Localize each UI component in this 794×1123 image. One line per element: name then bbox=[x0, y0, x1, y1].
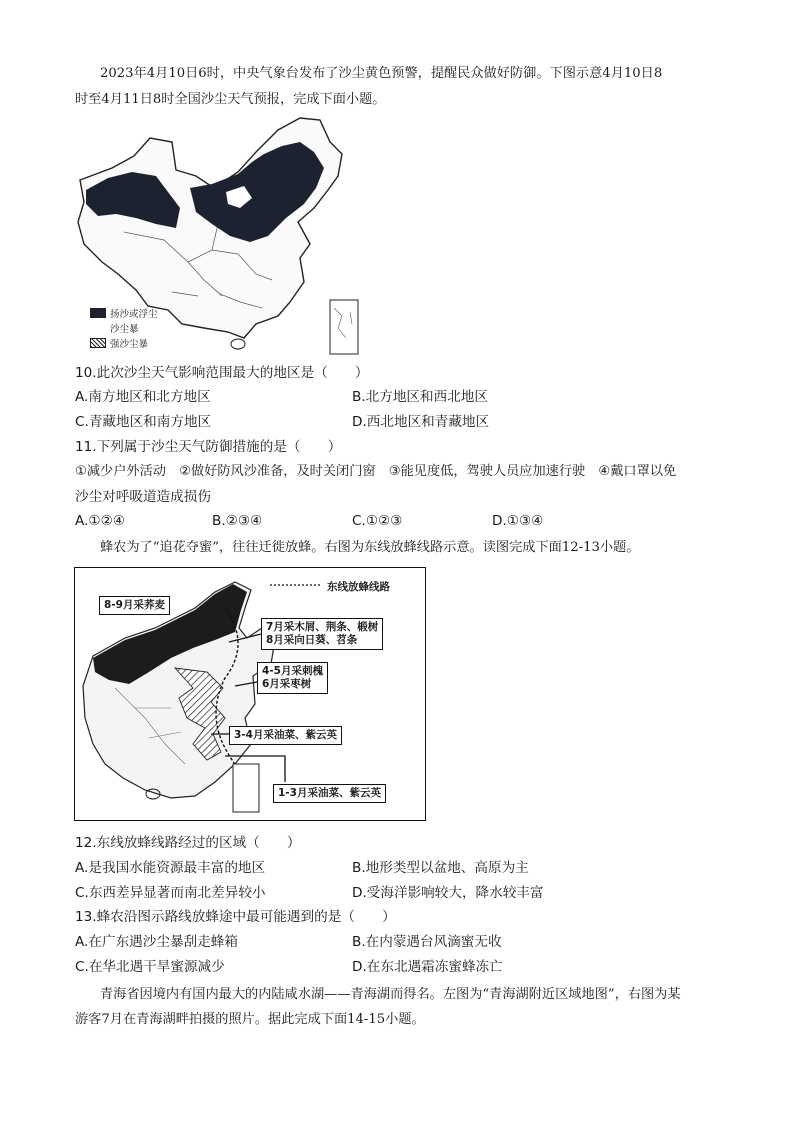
route-box-line: 8月采向日葵、苕条 bbox=[266, 634, 358, 646]
route-legend-label: 东线放蜂线路 bbox=[327, 581, 390, 593]
legend-item-sandstorm bbox=[90, 321, 139, 335]
route-box-central-china bbox=[229, 726, 342, 745]
legend-item-strong-sandstorm bbox=[90, 336, 148, 350]
question-10-option-c[interactable]: C.青藏地区和南方地区 bbox=[75, 414, 212, 430]
route-box-south-china bbox=[273, 784, 386, 803]
intro-paragraph-1-line-2: 时至4月11日8时全国沙尘天气预报，完成下面小题。 bbox=[75, 92, 386, 107]
question-12-option-c[interactable]: C.东西差异显著而南北差异较小 bbox=[75, 885, 266, 901]
question-12-option-a[interactable]: A.是我国水能资源最丰富的地区 bbox=[75, 860, 266, 876]
legend-label: 强沙尘暴 bbox=[110, 339, 149, 350]
question-11-option-c[interactable]: C.①②③ bbox=[352, 513, 403, 529]
question-13-option-d[interactable]: D.在东北遇霜冻蜜蜂冻亡 bbox=[352, 959, 503, 975]
legend-swatch-white bbox=[90, 323, 106, 333]
route-box-north-china bbox=[257, 662, 328, 694]
route-box-line: 4-5月采刺槐 bbox=[262, 665, 323, 677]
legend-item-dust bbox=[90, 306, 158, 320]
question-12-stem: 12.东线放蜂线路经过的区域（ ） bbox=[75, 835, 301, 851]
question-11-items-line-2: 沙尘对呼吸道造成损伤 bbox=[75, 489, 211, 505]
route-box-buckwheat bbox=[99, 596, 170, 615]
route-box-line: 7月采木屑、荆条、椴树 bbox=[266, 621, 379, 633]
question-10-option-d[interactable]: D.西北地区和青藏地区 bbox=[352, 414, 490, 430]
legend-swatch-solid bbox=[90, 308, 106, 318]
question-12-option-d[interactable]: D.受海洋影响较大，降水较丰富 bbox=[352, 885, 544, 901]
question-10-option-b[interactable]: B.北方地区和西北地区 bbox=[352, 389, 488, 405]
question-10-stem: 10.此次沙尘天气影响范围最大的地区是（ ） bbox=[75, 365, 369, 381]
question-12-option-b[interactable]: B.地形类型以盆地、高原为主 bbox=[352, 860, 529, 876]
route-box-line: 3-4月采油菜、紫云英 bbox=[234, 729, 337, 741]
route-box-line: 6月采枣树 bbox=[262, 678, 312, 690]
question-11-option-d[interactable]: D.①③④ bbox=[492, 513, 544, 529]
intro-paragraph-2: 蜂农为了“追花夺蜜”，往往迁徙放蜂。右图为东线放蜂线路示意。读图完成下面12-13小题。 bbox=[100, 540, 640, 555]
question-11-stem: 11.下列属于沙尘天气防御措施的是（ ） bbox=[75, 439, 342, 455]
question-13-option-a[interactable]: A.在广东遇沙尘暴刮走蜂箱 bbox=[75, 934, 238, 950]
legend-swatch-hatch bbox=[90, 338, 106, 348]
route-box-northeast bbox=[261, 618, 383, 650]
beekeeping-route-map bbox=[74, 567, 426, 821]
question-10-option-a[interactable]: A.南方地区和北方地区 bbox=[75, 389, 211, 405]
question-11-option-b[interactable]: B.②③④ bbox=[212, 513, 263, 529]
question-11-items-line-1: ①减少户外活动 ②做好防风沙准备，及时关闭门窗 ③能见度低，驾驶人员应加速行驶 ④戴口罩以免 bbox=[75, 464, 677, 479]
legend-label: 扬沙或浮尘 bbox=[110, 309, 158, 320]
route-box-line: 8-9月采荞麦 bbox=[104, 599, 165, 611]
intro-paragraph-3-line-1: 青海省因境内有国内最大的内陆咸水湖——青海湖而得名。左图为“青海湖附近区域地图”，右图为某 bbox=[100, 987, 681, 1002]
legend-label: 沙尘暴 bbox=[110, 324, 139, 335]
intro-paragraph-1-line-1: 2023年4月10日6时，中央气象台发布了沙尘黄色预警，提醒民众做好防御。下图示意4月10日8 bbox=[100, 66, 663, 81]
question-11-option-a[interactable]: A.①②④ bbox=[75, 513, 125, 529]
intro-paragraph-3-line-2: 游客7月在青海湖畔拍摄的照片。据此完成下面14-15小题。 bbox=[75, 1012, 425, 1027]
question-13-option-b[interactable]: B.在内蒙遇台风滴蜜无收 bbox=[352, 934, 502, 950]
question-13-stem: 13.蜂农沿图示路线放蜂途中最可能遇到的是（ ） bbox=[75, 909, 396, 925]
question-13-option-c[interactable]: C.在华北遇干旱蜜源减少 bbox=[75, 959, 225, 975]
route-box-line: 1-3月采油菜、紫云英 bbox=[278, 787, 381, 799]
